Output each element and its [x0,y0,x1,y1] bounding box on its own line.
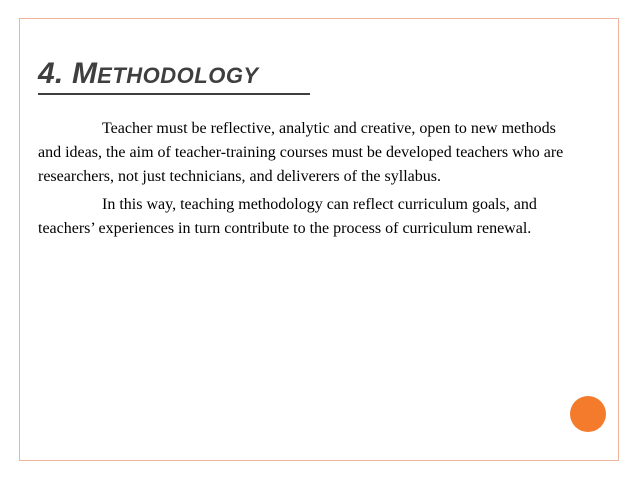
paragraph-2-line-2: teachers’ experiences in turn contribute to the process of curriculum renewal. [38,220,532,237]
paragraph-1-line-2: and ideas, the aim of teacher-training courses must be developed teachers who are [38,144,564,161]
paragraph-1-line-1: Teacher must be reflective, analytic and creative, open to new methods [102,120,556,137]
title-underline [38,93,310,95]
slide-title-smallcaps: ETHODOLOGY [97,63,259,88]
slide-title [38,58,259,92]
slide-title-leading: 4. M [38,57,98,90]
paragraph-2-line-1: In this way, teaching methodology can reflect curriculum goals, and [102,196,537,213]
paragraph-1-line-3: researchers, not just technicians, and deliverers of the syllabus. [38,168,441,185]
orange-circle-icon [570,396,606,432]
slide-body [38,117,604,241]
